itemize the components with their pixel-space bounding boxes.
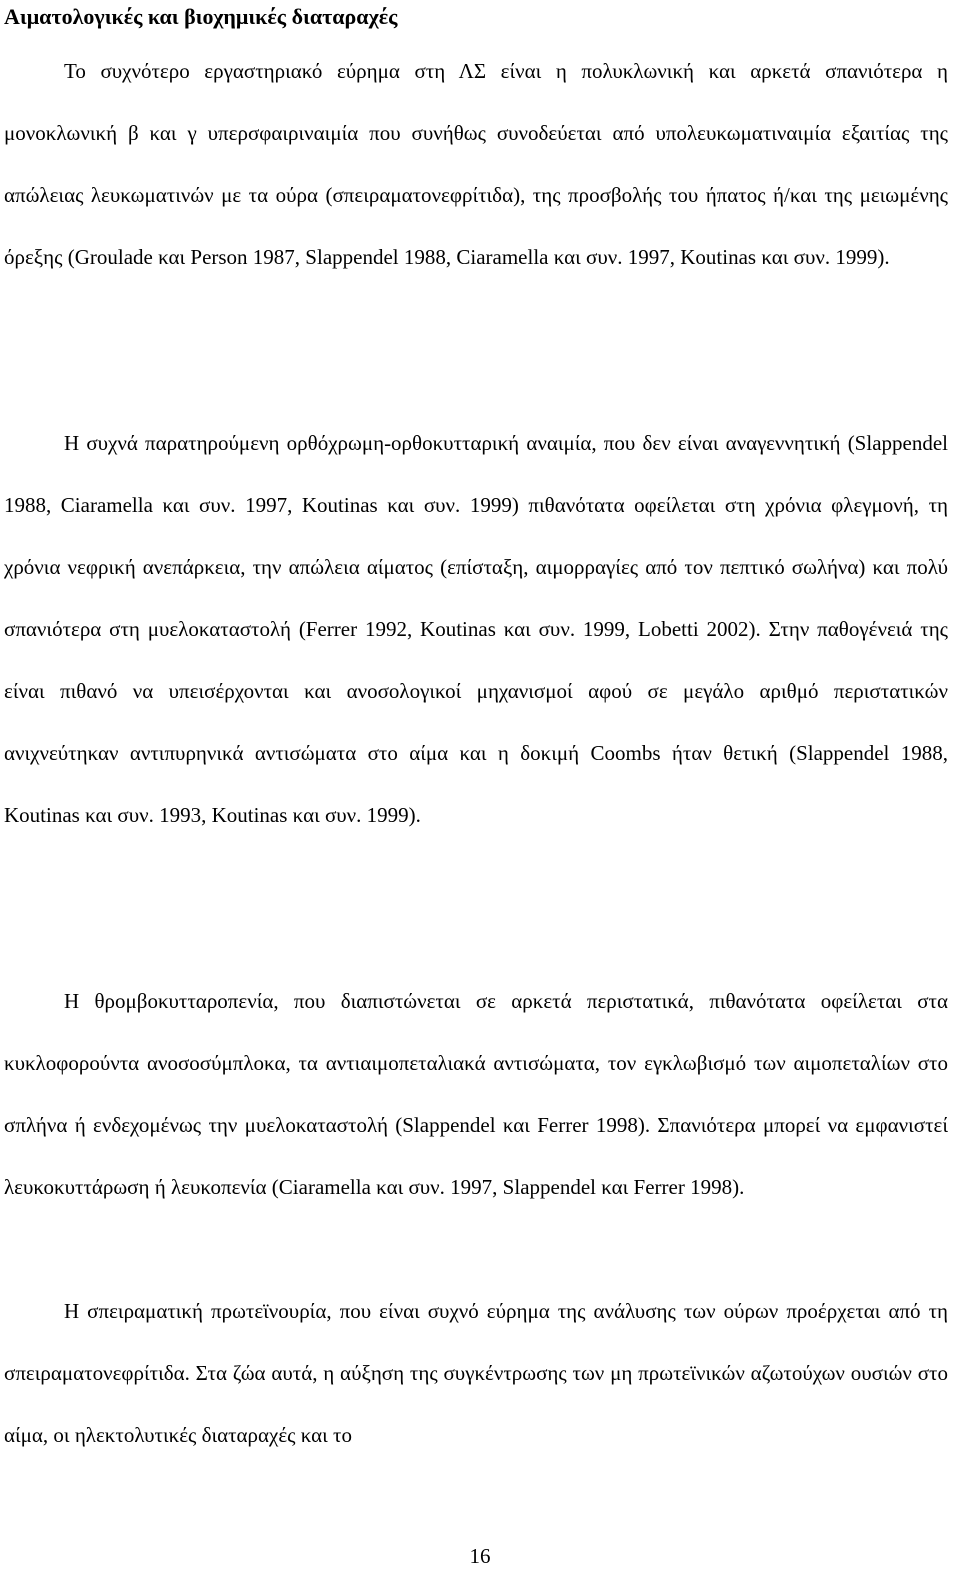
paragraph-hypergammaglobulinemia: Το συχνότερο εργαστηριακό εύρημα στη ΛΣ είναι η πολυκλωνική και αρκετά σπανιότερα η μονοκλωνική β και γ υπερσφαιριναιμία που συνήθως συνοδεύεται από υπολευκωματιναιμία εξαιτίας της απώλειας λευκωματινών με τα ούρα (σπειραματονεφρίτιδα), της προσβολής του ήπατος ή/και της μειωμένης όρεξης (Groulade και Person 1987, Slappendel 1988, Ciaramella και συν. 1997, Koutinas και συν. 1999).	[4, 59, 948, 269]
paragraph-proteinuria: Η σπειραματική πρωτεϊνουρία, που είναι συχνό εύρημα της ανάλυσης των ούρων προέρχεται από τη σπειραματονεφρίτιδα. Στα ζώα αυτά, η αύξηση της συγκέντρωσης των μη πρωτεϊνικών αζωτούχων ουσιών στο αίμα, οι ηλεκτολυτικές διαταραχές και το	[4, 1299, 948, 1447]
paragraph-thrombocytopenia: Η θρομβοκυτταροπενία, που διαπιστώνεται σε αρκετά περιστατικά, πιθανότατα οφείλεται στα κυκλοφορούντα ανοσοσύμπλοκα, τα αντιαιμοπεταλιακά αντισώματα, τον εγκλωβισμό των αιμοπεταλίων στο σπλήνα ή ενδεχομένως την μυελοκαταστολή (Slappendel και Ferrer 1998). Σπανιότερα μπορεί να εμφανιστεί λευκοκυττάρωση ή λευκοπενία (Ciaramella και συν. 1997, Slappendel και Ferrer 1998).	[4, 989, 948, 1199]
section-heading: Αιματολογικές και βιοχημικές διαταραχές	[4, 4, 398, 29]
page-number: 16	[469, 1544, 491, 1568]
paragraph-anemia: Η συχνά παρατηρούμενη ορθόχρωμη-ορθοκυτταρική αναιμία, που δεν είναι αναγεννητική (Slappendel 1988, Ciaramella και συν. 1997, Koutinas και συν. 1999) πιθανότατα οφείλεται στη χρόνια φλεγμονή, τη χρόνια νεφρική ανεπάρκεια, την απώλεια αίματος (επίσταξη, αιμορραγίες από τον πεπτικό σωλήνα) και πολύ σπανιότερα στη μυελοκαταστολή (Ferrer 1992, Koutinas και συν. 1999, Lobetti 2002). Στην παθογένειά της είναι πιθανό να υπεισέρχονται και ανοσολογικοί μηχανισμοί αφού σε μεγάλο αριθμό περιστατικών ανιχνεύτηκαν αντιπυρηνικά αντισώματα στο αίμα και η δοκιμή Coombs ήταν θετική (Slappendel 1988, Koutinas και συν. 1993, Koutinas και συν. 1999).	[4, 431, 948, 827]
